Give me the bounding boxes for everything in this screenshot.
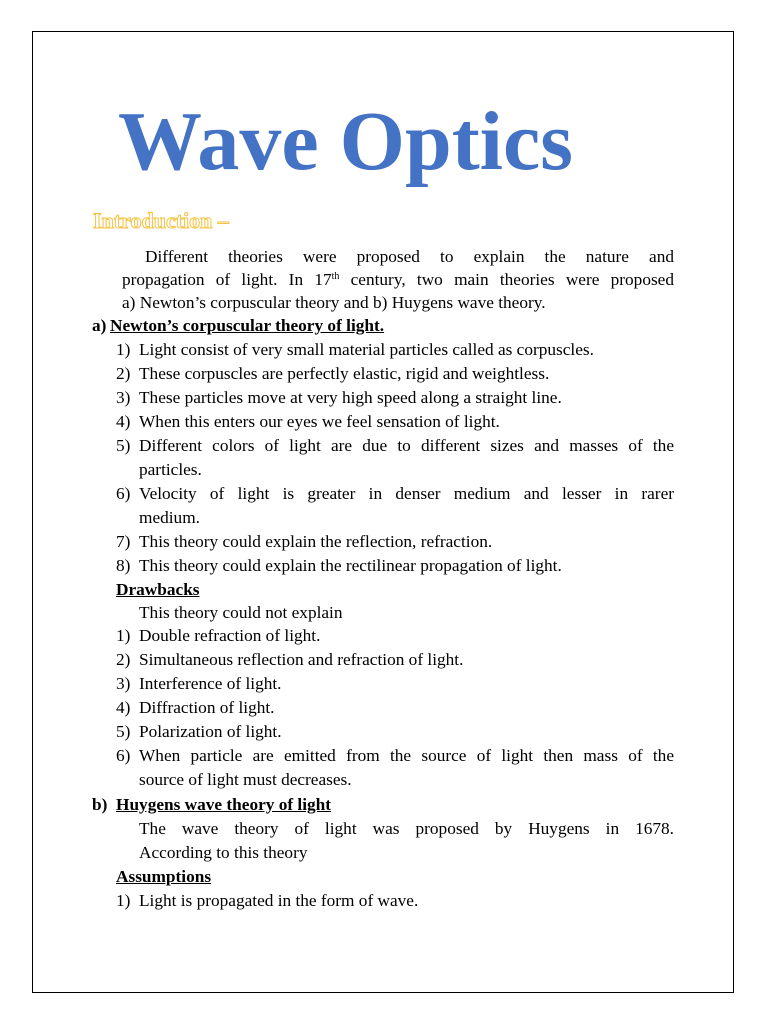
section-b-heading: Huygens wave theory of light <box>116 795 332 814</box>
document-title: Wave Optics <box>118 95 573 188</box>
theory-point-number: 2) <box>116 364 131 383</box>
drawback-item-text: Interference of light. <box>139 674 282 693</box>
intro-line-1: Different theories were proposed to explain the nature and <box>145 247 674 266</box>
theory-point-number: 4) <box>116 412 131 431</box>
theory-point-text: Different colors of light are due to different sizes and masses of the <box>139 436 674 455</box>
section-b-marker: b) <box>92 795 108 814</box>
drawbacks-heading: Drawbacks <box>116 580 200 599</box>
drawback-item-number: 5) <box>116 722 131 741</box>
intro-heading: Introduction – <box>93 208 229 233</box>
intro-line-3: a) Newton’s corpuscular theory and b) Huygens wave theory. <box>122 293 546 312</box>
drawback-item-text: Simultaneous reflection and refraction of light. <box>139 650 464 669</box>
drawback-item-number: 4) <box>116 698 131 717</box>
drawback-item-text: When particle are emitted from the source of light then mass of the <box>139 746 674 765</box>
drawbacks-intro: This theory could not explain <box>139 603 343 622</box>
section-b-para-line-2: According to this theory <box>139 843 308 862</box>
drawback-item-number: 1) <box>116 626 131 645</box>
theory-point-text: Light consist of very small material particles called as corpuscles. <box>139 340 594 359</box>
superscript: th <box>331 271 340 282</box>
drawback-item-number: 6) <box>116 746 131 765</box>
drawback-item-text: Polarization of light. <box>139 722 282 741</box>
theory-point-text: Velocity of light is greater in denser medium and lesser in rarer <box>139 484 674 503</box>
theory-point-number: 7) <box>116 532 131 551</box>
drawback-item-text: Double refraction of light. <box>139 626 321 645</box>
section-a-marker: a) <box>92 316 107 335</box>
theory-point-text: This theory could explain the rectilinear propagation of light. <box>139 556 562 575</box>
theory-point-number: 5) <box>116 436 131 455</box>
theory-point-text: When this enters our eyes we feel sensation of light. <box>139 412 500 431</box>
assumption-item-text: Light is propagated in the form of wave. <box>139 891 419 910</box>
theory-point-number: 1) <box>116 340 131 359</box>
intro-line-2: propagation of light. In 17th century, two main theories were proposed <box>122 270 674 289</box>
theory-point-number: 8) <box>116 556 131 575</box>
theory-point-text: particles. <box>139 460 202 479</box>
theory-point-text: These particles move at very high speed along a straight line. <box>139 388 562 407</box>
theory-point-number: 3) <box>116 388 131 407</box>
theory-point-text: This theory could explain the reflection, refraction. <box>139 532 493 551</box>
section-b-para-line-1: The wave theory of light was proposed by Huygens in 1678. <box>139 819 674 838</box>
theory-point-text: medium. <box>139 508 200 527</box>
section-a-heading: Newton’s corpuscular theory of light. <box>110 316 385 335</box>
drawback-item-text: Diffraction of light. <box>139 698 275 717</box>
theory-point-text: These corpuscles are perfectly elastic, rigid and weightless. <box>139 364 550 383</box>
assumptions-heading: Assumptions <box>116 867 212 886</box>
drawback-item-text: source of light must decreases. <box>139 770 352 789</box>
drawback-item-number: 3) <box>116 674 131 693</box>
assumption-item-number: 1) <box>116 891 131 910</box>
drawback-item-number: 2) <box>116 650 131 669</box>
theory-point-number: 6) <box>116 484 131 503</box>
